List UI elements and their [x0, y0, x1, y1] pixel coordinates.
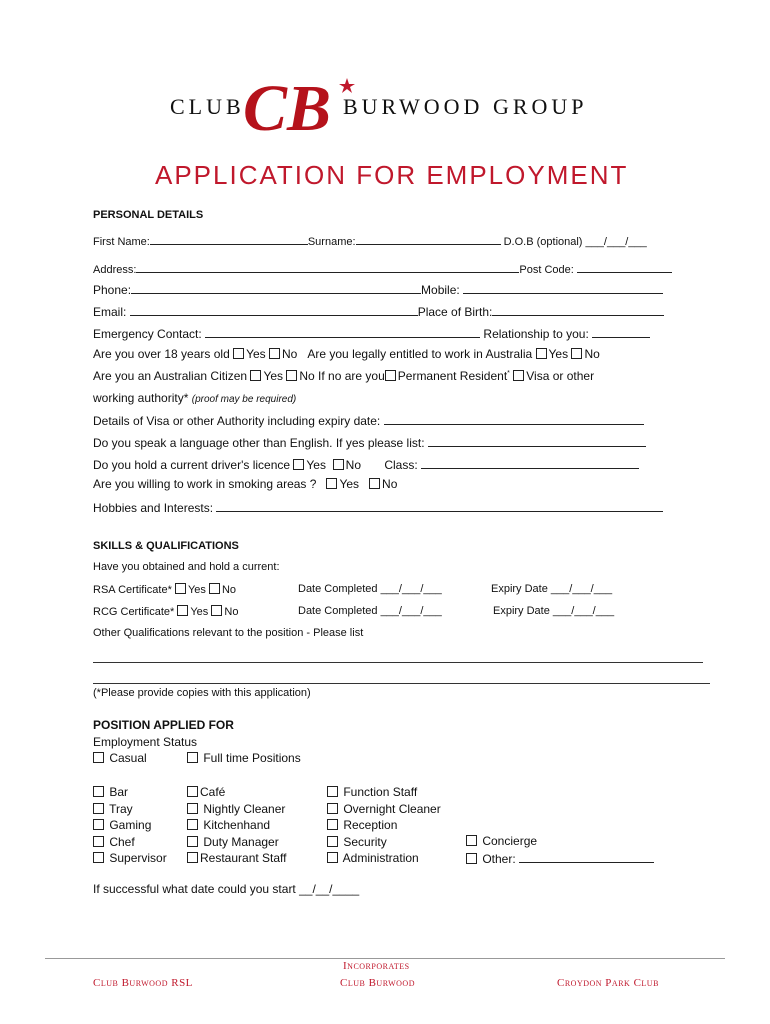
yes-label: Yes [263, 369, 284, 383]
address-label: Address: [93, 264, 137, 276]
over18-row [93, 347, 600, 361]
surname-label: Surname: [307, 236, 356, 248]
language-label: Do you speak a language other than English. If yes please list: [93, 436, 425, 450]
no-label: No [221, 584, 237, 596]
hobbies-field[interactable] [216, 499, 663, 512]
position-option[interactable] [187, 834, 287, 851]
rcg-expiry-field[interactable]: ___/___/___ [552, 605, 615, 617]
footer-divider [45, 958, 725, 959]
position-option[interactable] [187, 850, 287, 867]
over18-yes-checkbox[interactable] [233, 348, 244, 359]
nightly-cleaner-checkbox[interactable] [187, 803, 198, 814]
expiry-label: Expiry Date [493, 605, 550, 617]
class-label: Class: [384, 458, 418, 472]
position-option[interactable] [327, 817, 441, 834]
footer-center: Club Burwood [340, 977, 415, 989]
position-label: Duty Manager [203, 834, 279, 849]
rcg-yes-checkbox[interactable] [177, 605, 188, 616]
fulltime-label: Full time Positions [203, 751, 301, 765]
position-label: Bar [109, 785, 129, 799]
permanent-resident-checkbox[interactable] [385, 370, 396, 381]
footer-right: Croydon Park Club [557, 977, 659, 989]
position-option[interactable] [327, 850, 441, 867]
visa-details-field[interactable] [384, 412, 644, 425]
entitled-label: Are you legally entitled to work in Australia [307, 347, 533, 361]
logo-left-text: CLUB [170, 94, 245, 119]
rcg-expiry [493, 605, 614, 617]
casual-option[interactable] [93, 751, 147, 765]
position-column-2 [187, 784, 287, 867]
svg-text:CB: CB [243, 72, 332, 142]
position-label: Security [343, 834, 387, 849]
class-field[interactable] [421, 456, 639, 469]
relationship-field[interactable] [592, 325, 650, 338]
position-option[interactable] [93, 834, 167, 851]
other-quals-line-2[interactable] [93, 683, 710, 684]
yes-label: Yes [339, 477, 360, 491]
smoking-no-checkbox[interactable] [369, 478, 380, 489]
address-field[interactable] [136, 260, 519, 273]
other-quals-line-1[interactable] [93, 662, 703, 663]
first-name-row [93, 232, 647, 248]
relationship-label: Relationship to you: [483, 327, 589, 341]
phone-row [93, 281, 663, 297]
position-option[interactable] [187, 801, 287, 818]
licence-yes-checkbox[interactable] [293, 459, 304, 470]
function-staff-checkbox[interactable] [327, 786, 338, 797]
first-name-field[interactable] [150, 232, 308, 245]
duty-manager-checkbox[interactable] [187, 836, 198, 847]
yes-label: Yes [548, 347, 569, 361]
position-option[interactable] [187, 784, 287, 801]
citizen-row: Are you an Australian Citizen Yes No If no are you Permanent Resident* Visa or other [93, 369, 595, 383]
kitchenhand-checkbox[interactable] [187, 819, 198, 830]
administration-checkbox[interactable] [327, 852, 338, 863]
concierge-checkbox[interactable] [466, 835, 477, 846]
other-quals-label: Other Qualifications relevant to the position - Please list [93, 627, 364, 639]
proof-note: (proof may be required) [191, 394, 297, 405]
chef-checkbox[interactable] [93, 836, 104, 847]
emergency-label: Emergency Contact: [93, 327, 202, 341]
over18-no-checkbox[interactable] [269, 348, 280, 359]
footer-left: Club Burwood RSL [93, 977, 193, 989]
position-label: Function Staff [343, 785, 418, 799]
post-code-label: Post Code: [519, 264, 574, 276]
position-column-1 [93, 784, 167, 867]
language-row [93, 434, 646, 450]
language-field[interactable] [428, 434, 646, 447]
restaurant-staff-checkbox[interactable] [187, 852, 198, 863]
licence-label: Do you hold a current driver's licence [93, 458, 291, 472]
position-label: Other: [482, 851, 516, 866]
copies-note: (*Please provide copies with this application) [93, 687, 311, 699]
no-label: No [584, 347, 600, 361]
tray-checkbox[interactable] [93, 803, 104, 814]
smoking-yes-checkbox[interactable] [326, 478, 337, 489]
rcg-date-completed [298, 605, 442, 617]
position-option[interactable] [327, 801, 441, 818]
employment-status-label: Employment Status [93, 735, 198, 749]
visa-other-checkbox[interactable] [513, 370, 524, 381]
visa-other-label: Visa or other [526, 369, 595, 383]
citizen-no-checkbox[interactable] [286, 370, 297, 381]
rsa-row [93, 583, 236, 596]
working-authority-row [93, 391, 296, 405]
date-completed-label: Date Completed [298, 583, 378, 595]
place-of-birth-field[interactable] [492, 303, 664, 316]
position-label: Kitchenhand [203, 818, 271, 832]
yes-label: Yes [190, 606, 209, 618]
position-label: Tray [109, 801, 133, 816]
position-label: Restaurant Staff [200, 851, 287, 865]
position-label: Nightly Cleaner [203, 801, 286, 816]
fulltime-option[interactable] [187, 751, 301, 765]
reception-checkbox[interactable] [327, 819, 338, 830]
rsa-date-completed-field[interactable]: ___/___/___ [380, 583, 442, 595]
position-option[interactable] [327, 784, 441, 801]
licence-row [93, 456, 639, 472]
position-option[interactable] [93, 817, 167, 834]
email-label: Email: [93, 305, 127, 319]
citizen-label: Are you an Australian Citizen [93, 369, 248, 383]
page-title: APPLICATION FOR EMPLOYMENT [155, 160, 629, 190]
no-label: No [345, 458, 361, 472]
casual-label: Casual [109, 751, 147, 765]
personal-heading: PERSONAL DETAILS [93, 209, 204, 221]
rcg-date-completed-field[interactable]: ___/___/___ [380, 605, 442, 617]
position-label: Gaming [109, 818, 152, 832]
dob-label: D.O.B (optional) [503, 236, 583, 248]
position-option[interactable] [93, 784, 167, 801]
supervisor-checkbox[interactable] [93, 852, 104, 863]
position-column-4 [466, 833, 654, 867]
yes-label: Yes [306, 458, 326, 472]
position-option[interactable] [327, 834, 441, 851]
smoking-label: Are you willing to work in smoking areas ? [93, 477, 317, 491]
post-code-field[interactable] [577, 260, 672, 273]
citizen-yes-checkbox[interactable] [250, 370, 261, 381]
yes-label: Yes [187, 584, 206, 596]
mobile-field[interactable] [463, 281, 663, 294]
entitled-yes-checkbox[interactable] [536, 348, 547, 359]
position-column-3 [327, 784, 441, 867]
position-label: Concierge [482, 834, 538, 848]
position-label: Chef [109, 834, 135, 849]
position-heading: POSITION APPLIED FOR [93, 718, 234, 732]
bar-checkbox[interactable] [93, 786, 104, 797]
rsa-yes-checkbox[interactable] [175, 583, 186, 594]
dob-field[interactable]: ___/___/___ [585, 236, 647, 248]
rcg-row [93, 605, 238, 618]
position-label: Reception [343, 818, 398, 832]
gaming-checkbox[interactable] [93, 819, 104, 830]
phone-label: Phone: [93, 283, 132, 297]
position-label: Supervisor [109, 851, 167, 865]
logo-monogram [235, 72, 355, 142]
skills-heading: SKILLS & QUALIFICATIONS [93, 540, 239, 552]
licence-no-checkbox[interactable] [333, 459, 344, 470]
other-field[interactable] [519, 850, 654, 863]
have-label: Have you obtained and hold a current: [93, 561, 280, 573]
email-row [93, 303, 664, 319]
mobile-label: Mobile: [421, 283, 460, 297]
permanent-resident-label: Permanent Resident [397, 369, 508, 383]
fulltime-checkbox[interactable] [187, 752, 198, 763]
position-label: Overnight Cleaner [343, 801, 441, 816]
emergency-field[interactable] [205, 325, 480, 338]
no-label: No [282, 347, 298, 361]
emergency-row [93, 325, 650, 341]
security-checkbox[interactable] [327, 836, 338, 847]
rcg-no-checkbox[interactable] [211, 605, 222, 616]
visa-details-label: Details of Visa or other Authority including expiry date: [93, 414, 381, 428]
start-date-field[interactable]: __/__/____ [299, 882, 360, 896]
rsa-expiry-field[interactable]: ___/___/___ [550, 583, 613, 595]
position-label: Café [200, 785, 226, 799]
start-date-label: If successful what date could you start [93, 882, 296, 896]
start-date-row [93, 882, 359, 896]
visa-details-row [93, 412, 644, 428]
position-label: Administration [342, 851, 419, 865]
rcg-label: RCG Certificate* [93, 606, 175, 618]
overnight-cleaner-checkbox[interactable] [327, 803, 338, 814]
no-label: No [382, 477, 398, 491]
rsa-label: RSA Certificate* [93, 584, 172, 596]
position-option[interactable] [93, 850, 167, 867]
rsa-no-checkbox[interactable] [209, 583, 220, 594]
expiry-label: Expiry Date [491, 583, 548, 595]
place-of-birth-label: Place of Birth: [417, 305, 493, 319]
position-option[interactable] [466, 833, 654, 850]
date-completed-label: Date Completed [298, 605, 378, 617]
phone-field[interactable] [131, 281, 421, 294]
other-checkbox[interactable] [466, 853, 477, 864]
no-label: No [224, 606, 239, 618]
over18-label: Are you over 18 years old [93, 347, 230, 361]
yes-label: Yes [246, 347, 266, 361]
rsa-date-completed [298, 583, 442, 595]
smoking-row [93, 477, 397, 491]
footer-incorporates: Incorporates [343, 960, 410, 972]
if-no-label: If no are you [318, 369, 385, 383]
surname-field[interactable] [356, 232, 501, 245]
first-name-label: First Name: [93, 236, 150, 248]
hobbies-label: Hobbies and Interests: [93, 501, 214, 515]
logo-right-text: BURWOOD GROUP [343, 94, 588, 119]
position-option[interactable] [93, 801, 167, 818]
no-label: No [299, 369, 315, 383]
cafe-checkbox[interactable] [187, 786, 198, 797]
position-option[interactable] [187, 817, 287, 834]
address-row [93, 260, 672, 276]
rsa-expiry [491, 583, 612, 595]
entitled-no-checkbox[interactable] [571, 348, 582, 359]
email-field[interactable] [130, 303, 418, 316]
casual-checkbox[interactable] [93, 752, 104, 763]
working-authority-label: working authority* [93, 391, 189, 405]
position-option[interactable] [466, 850, 654, 868]
hobbies-row [93, 499, 663, 515]
